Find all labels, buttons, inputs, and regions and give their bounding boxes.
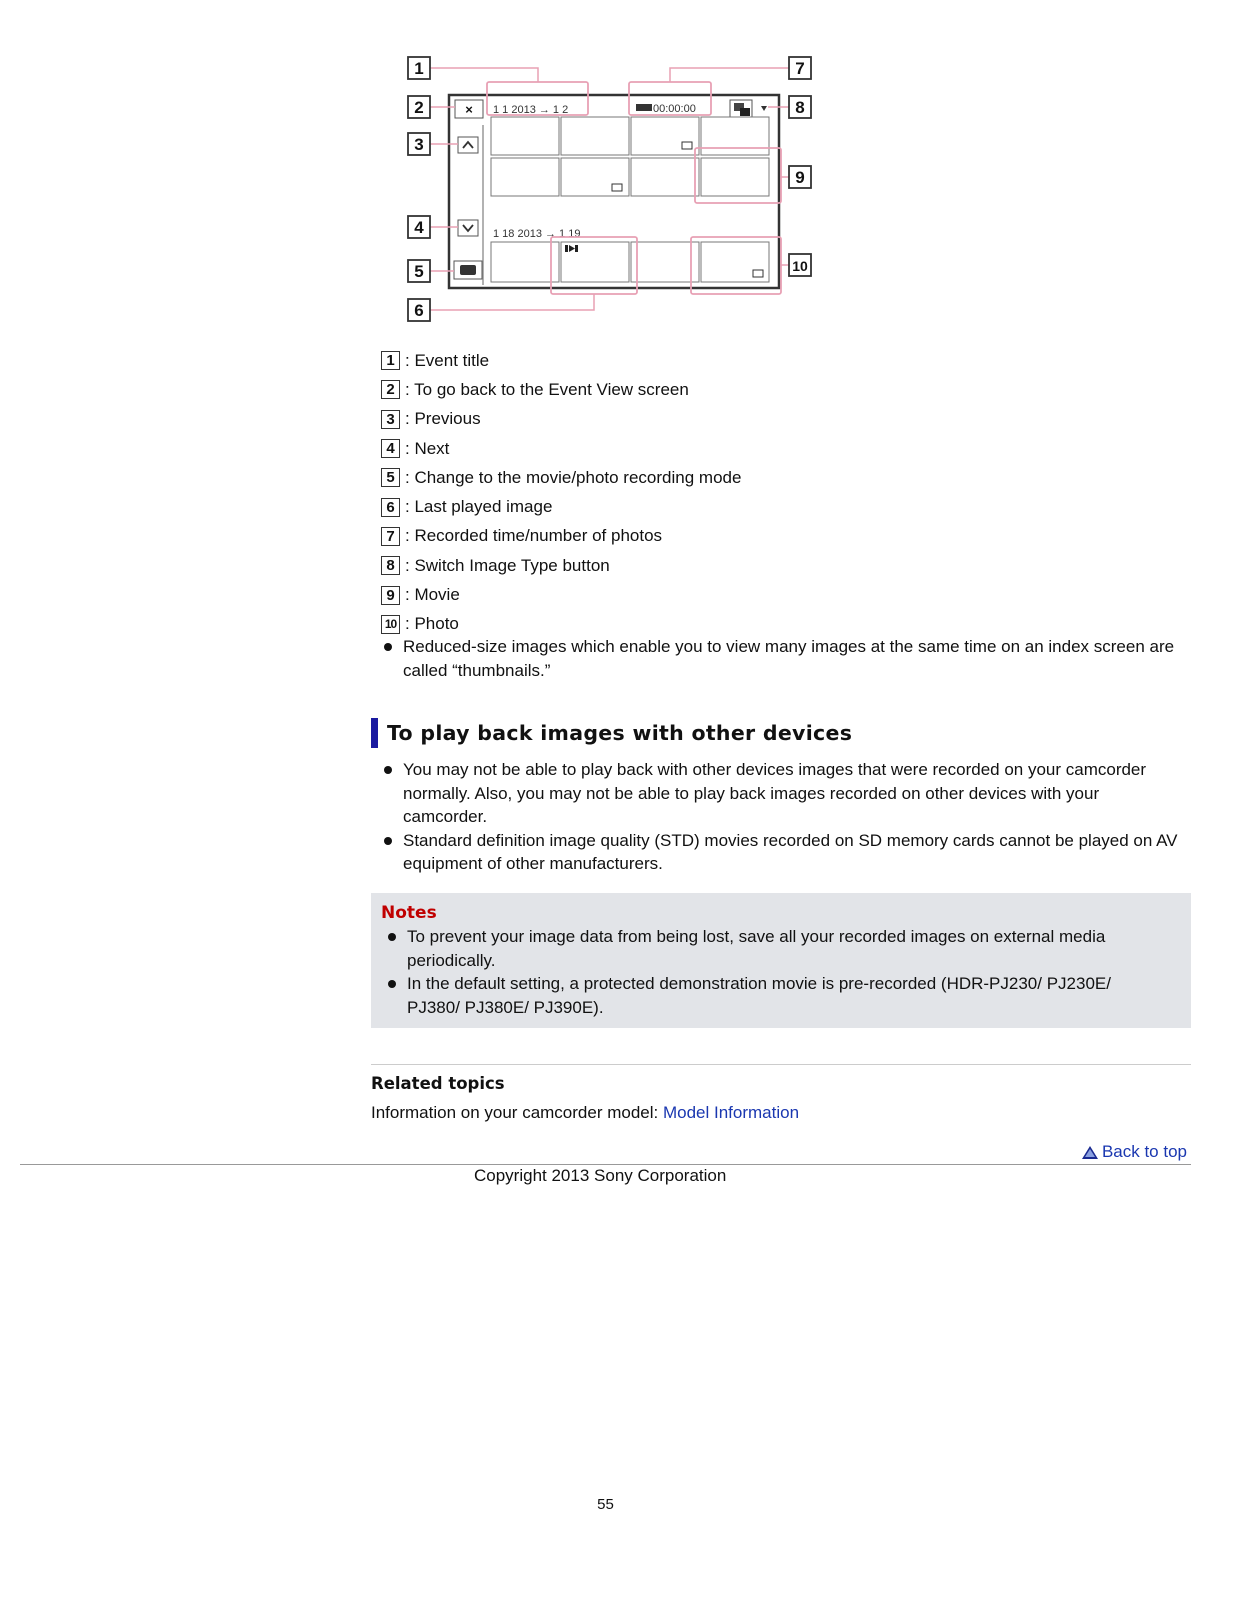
legend-number: 10	[381, 615, 400, 634]
other-devices-list	[377, 758, 1187, 876]
event-title-2: 1 18 2013 → 1 19	[493, 228, 581, 240]
legend-text: : Change to the movie/photo recording mode	[405, 467, 742, 487]
recorded-time: 00:00:00	[653, 103, 696, 115]
copyright: Copyright 2013 Sony Corporation	[474, 1166, 727, 1185]
event-title-1: 1 1 2013 → 1 2	[493, 104, 569, 116]
model-information-link[interactable]: Model Information	[662, 1103, 800, 1122]
legend-item	[381, 492, 1201, 521]
legend-number: 6	[381, 498, 400, 517]
legend-number: 5	[381, 468, 400, 487]
page-number: 55	[597, 1496, 614, 1513]
footer-divider	[20, 1164, 1191, 1165]
notes-box	[371, 893, 1191, 1028]
related-topics-title: Related topics	[371, 1074, 505, 1093]
legend-text: : Switch Image Type button	[405, 555, 610, 575]
legend-number: 7	[381, 527, 400, 546]
section-heading: To play back images with other devices	[371, 718, 852, 748]
film-icon	[636, 104, 652, 111]
legend-number: 1	[381, 351, 400, 370]
callout-5: 5	[414, 262, 424, 281]
legend-text: : Next	[405, 438, 450, 458]
back-to-top-link[interactable]	[1082, 1142, 1187, 1162]
legend-item	[381, 375, 1201, 404]
legend-text: : To go back to the Event View screen	[405, 379, 689, 399]
related-topic-line	[371, 1103, 799, 1123]
legend-item	[381, 580, 1201, 609]
index-screen-diagram	[380, 45, 840, 345]
notes-list	[381, 925, 1161, 1019]
legend-text: : Event title	[405, 350, 490, 370]
list-item: To prevent your image data from being lost, save all your recorded images on external media periodically.	[381, 925, 1161, 972]
legend-item	[381, 551, 1201, 580]
callout-2: 2	[414, 98, 424, 117]
legend-number: 9	[381, 586, 400, 605]
legend-item	[381, 522, 1201, 551]
related-prefix: Information on your camcorder model:	[371, 1103, 663, 1122]
callout-8: 8	[795, 98, 805, 117]
callout-9: 9	[795, 168, 805, 187]
legend-number: 8	[381, 556, 400, 575]
callout-1: 1	[414, 59, 424, 78]
list-item: Standard definition image quality (STD) movies recorded on SD memory cards cannot be played on AV equipment of other manufacturers.	[377, 829, 1187, 876]
legend-text: : Movie	[405, 585, 460, 605]
callout-7: 7	[795, 59, 805, 78]
legend-text: : Previous	[405, 409, 481, 429]
list-item: You may not be able to play back with other devices images that were recorded on your camcorder normally. Also, you may not be able to play back images recorded on other devices with your camcorder.	[377, 758, 1187, 829]
list-item: In the default setting, a protected demonstration movie is pre-recorded (HDR-PJ230/ PJ230E/ PJ380/ PJ380E/ PJ390E).	[381, 972, 1161, 1019]
legend-text: : Recorded time/number of photos	[405, 526, 663, 546]
list-item: Reduced-size images which enable you to view many images at the same time on an index screen are called “thumbnails.”	[377, 635, 1187, 682]
svg-text:×: ×	[465, 102, 473, 117]
legend-item	[381, 405, 1201, 434]
legend-item	[381, 463, 1201, 492]
notes-title: Notes	[381, 903, 437, 923]
intro-list	[377, 635, 1187, 682]
legend-number: 3	[381, 410, 400, 429]
up-arrow-icon	[1082, 1146, 1098, 1159]
back-to-top-label: Back to top	[1101, 1142, 1187, 1161]
previous-icon	[458, 137, 478, 153]
divider	[371, 1064, 1191, 1065]
record-mode-icon	[454, 261, 482, 279]
legend-item	[381, 434, 1201, 463]
legend-number: 2	[381, 380, 400, 399]
callout-3: 3	[414, 135, 424, 154]
legend-text: : Last played image	[405, 497, 553, 517]
legend-item	[381, 346, 1201, 375]
callout-10: 10	[792, 258, 808, 274]
legend-text: : Photo	[405, 614, 459, 634]
callout-4: 4	[414, 218, 424, 237]
diagram-legend	[381, 346, 1201, 639]
next-icon	[458, 220, 478, 236]
callout-6: 6	[414, 301, 424, 320]
legend-number: 4	[381, 439, 400, 458]
